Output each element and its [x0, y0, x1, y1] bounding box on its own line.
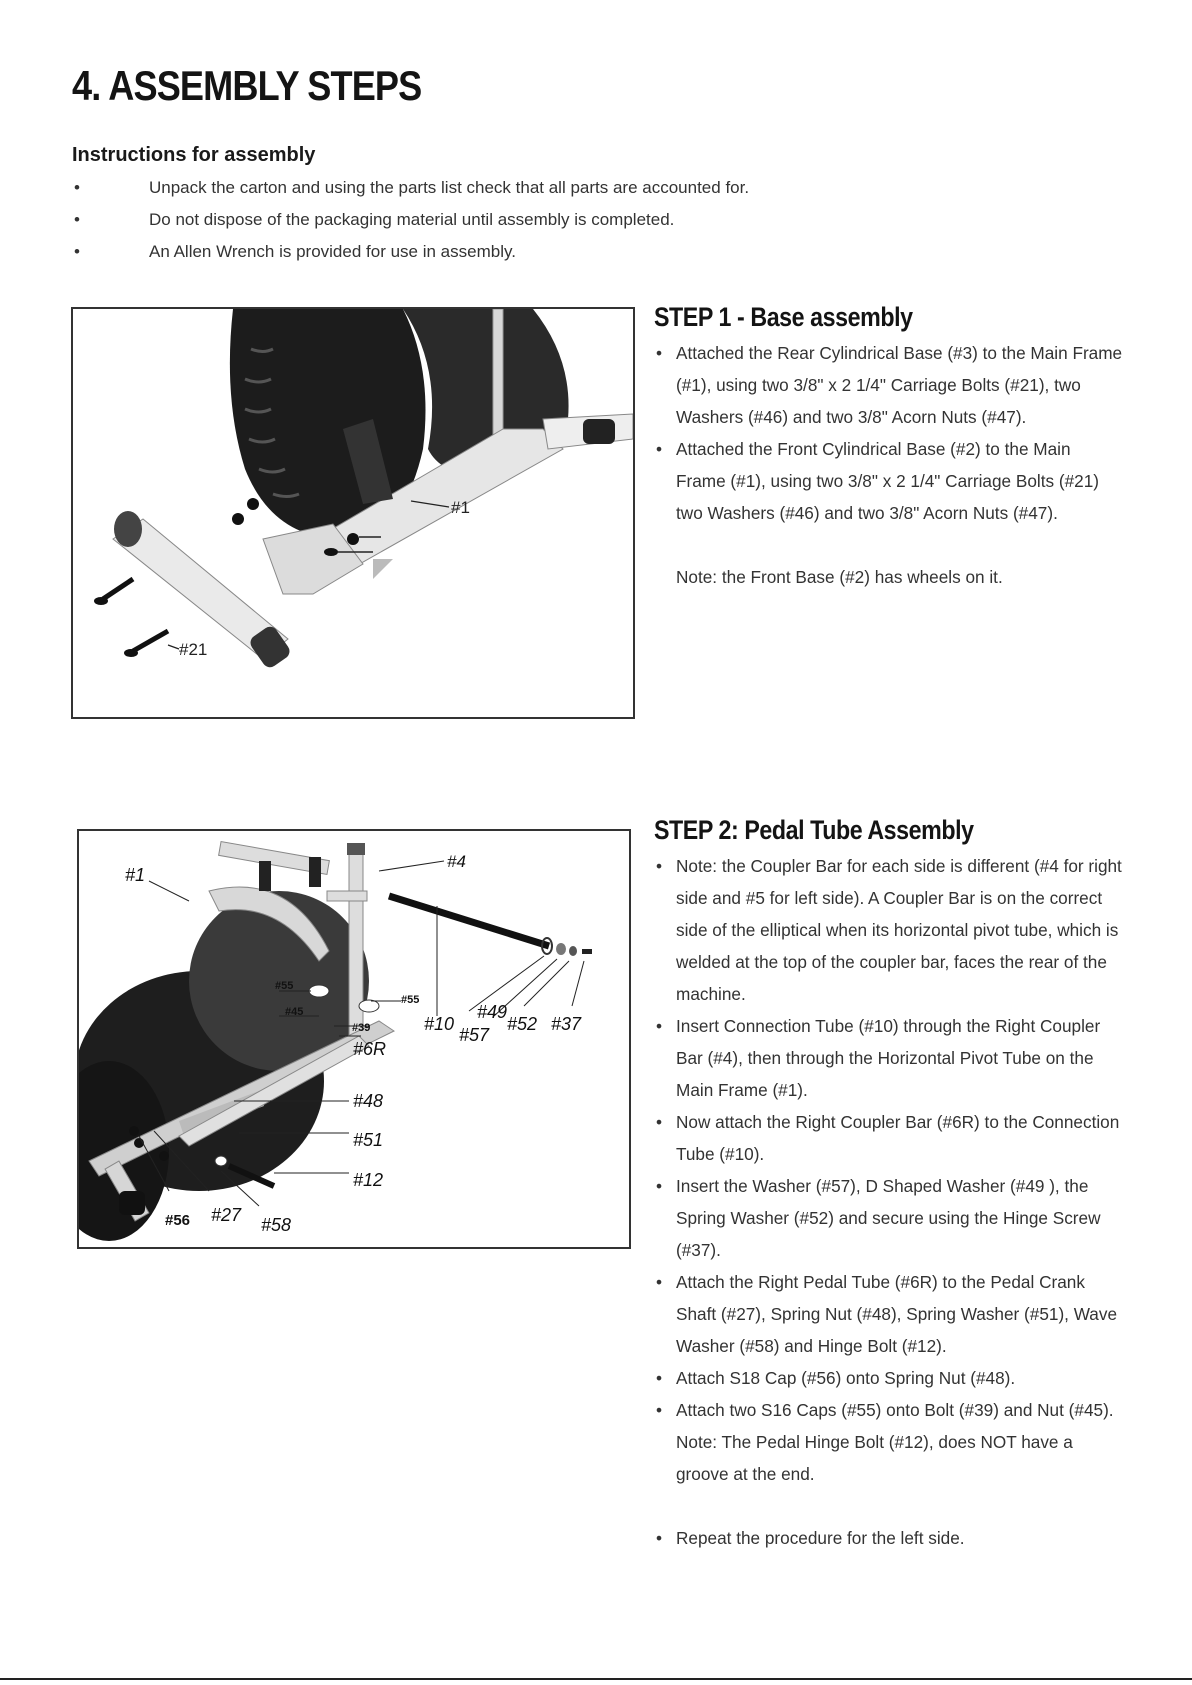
step2-note: Note: The Pedal Hinge Bolt (#12), does NOT have a groove at the end.: [676, 1432, 1073, 1484]
label-55a: #55: [275, 980, 294, 992]
step2-list: [654, 850, 1124, 1426]
step2-item: [654, 1106, 1124, 1170]
bullet: •: [656, 1400, 663, 1420]
label-4: #4: [447, 852, 466, 871]
step2-figure: [77, 829, 631, 1249]
bullet: •: [656, 343, 663, 363]
bullet: •: [656, 439, 663, 459]
label-57: #57: [459, 1025, 490, 1045]
bullet: •: [656, 1112, 663, 1132]
label-37: #37: [551, 1014, 582, 1034]
base-assembly-illustration: [73, 309, 633, 717]
label-carriage-bolt: #21: [179, 640, 208, 659]
step2-section: [654, 815, 1124, 1554]
pedal-tube-illustration: [79, 831, 629, 1247]
step1-item-text: Attached the Rear Cylindrical Base (#3) to the Main Frame (#1), using two 3/8" x 2 1/4" Carriage Bolts (#21), two Washers (#46) and two 3/8" Acorn Nuts (#47).: [676, 343, 1123, 427]
bullet: •: [656, 1016, 663, 1036]
label-48: #48: [353, 1091, 384, 1111]
label-10: #10: [424, 1014, 455, 1034]
label-49: #49: [477, 1002, 508, 1022]
footer-rule: [0, 1678, 1192, 1680]
step1-figure: [71, 307, 635, 719]
bullet: •: [656, 1272, 663, 1292]
label-39: #39: [352, 1022, 371, 1034]
step2-item: [654, 1010, 1124, 1106]
intro-item-text: Do not dispose of the packaging material until assembly is completed.: [149, 210, 675, 229]
label-12: #12: [353, 1170, 384, 1190]
section-subtitle: Instructions for assembly: [72, 144, 316, 166]
step2-item-text: Attach two S16 Caps (#55) onto Bolt (#39) and Nut (#45).: [676, 1400, 1114, 1420]
step2-item-text: Now attach the Right Coupler Bar (#6R) to the Connection Tube (#10).: [676, 1112, 1120, 1164]
step2-item: [654, 1522, 1124, 1554]
step2-item: [654, 850, 1124, 1010]
step2-item-text: Attach S18 Cap (#56) onto Spring Nut (#48).: [676, 1368, 1016, 1388]
label-main-frame: #1: [451, 498, 470, 517]
label-51: #51: [353, 1130, 384, 1150]
bullet: •: [656, 1528, 663, 1548]
bullet: •: [74, 242, 80, 261]
step1-heading: STEP 1 - Base assembly: [654, 302, 913, 332]
step1-item: [654, 433, 1124, 529]
step2-final-text: Repeat the procedure for the left side.: [676, 1528, 965, 1548]
intro-item-text: Unpack the carton and using the parts list check that all parts are accounted for.: [149, 178, 750, 197]
step1-note: Note: the Front Base (#2) has wheels on it.: [676, 567, 1003, 587]
bullet: •: [74, 210, 80, 229]
label-52: #52: [507, 1014, 538, 1034]
bullet: •: [656, 856, 663, 876]
step1-item: [654, 337, 1124, 433]
step2-item: [654, 1394, 1124, 1426]
label-55b: #55: [401, 994, 420, 1006]
label-1: #1: [125, 865, 146, 885]
bullet: •: [74, 178, 80, 197]
label-58: #58: [261, 1215, 292, 1235]
page-title: 4. ASSEMBLY STEPS: [72, 62, 422, 109]
bullet: •: [656, 1176, 663, 1196]
step2-item-text: Insert Connection Tube (#10) through the Right Coupler Bar (#4), then through the Horizontal Pivot Tube on the Main Frame (#1).: [676, 1016, 1101, 1100]
label-27: #27: [211, 1205, 242, 1225]
step2-item: [654, 1362, 1124, 1394]
step1-list: [654, 337, 1124, 529]
step2-heading: STEP 2: Pedal Tube Assembly: [654, 815, 974, 845]
label-56: #56: [165, 1212, 191, 1229]
step2-item-text: Attach the Right Pedal Tube (#6R) to the Pedal Crank Shaft (#27), Spring Nut (#48), Spring Washer (#51), Wave Washer (#58) and Hinge Bolt (#12).: [676, 1272, 1118, 1356]
step1-section: [654, 302, 1124, 593]
step1-item-text: Attached the Front Cylindrical Base (#2) to the Main Frame (#1), using two 3/8" x 2 1/4" Carriage Bolts (#21) two Washers (#46) and two 3/8" Acorn Nuts (#47).: [676, 439, 1099, 523]
label-6r: #6R: [353, 1039, 387, 1059]
step2-item-text: Note: the Coupler Bar for each side is different (#4 for right side and #5 for left side). A Coupler Bar is on the correct side of the elliptical when its horizontal pivot tube, which is welded at the top of the coupler bar, faces the rear of the machine.: [676, 856, 1122, 1004]
bullet: •: [656, 1368, 663, 1388]
label-45: #45: [285, 1006, 304, 1018]
step2-item-text: Insert the Washer (#57), D Shaped Washer (#49 ), the Spring Washer (#52) and secure using the Hinge Screw (#37).: [676, 1176, 1101, 1260]
step2-final-list: [654, 1522, 1124, 1554]
step2-item: [654, 1266, 1124, 1362]
intro-item-text: An Allen Wrench is provided for use in assembly.: [149, 242, 516, 261]
step2-item: [654, 1170, 1124, 1266]
